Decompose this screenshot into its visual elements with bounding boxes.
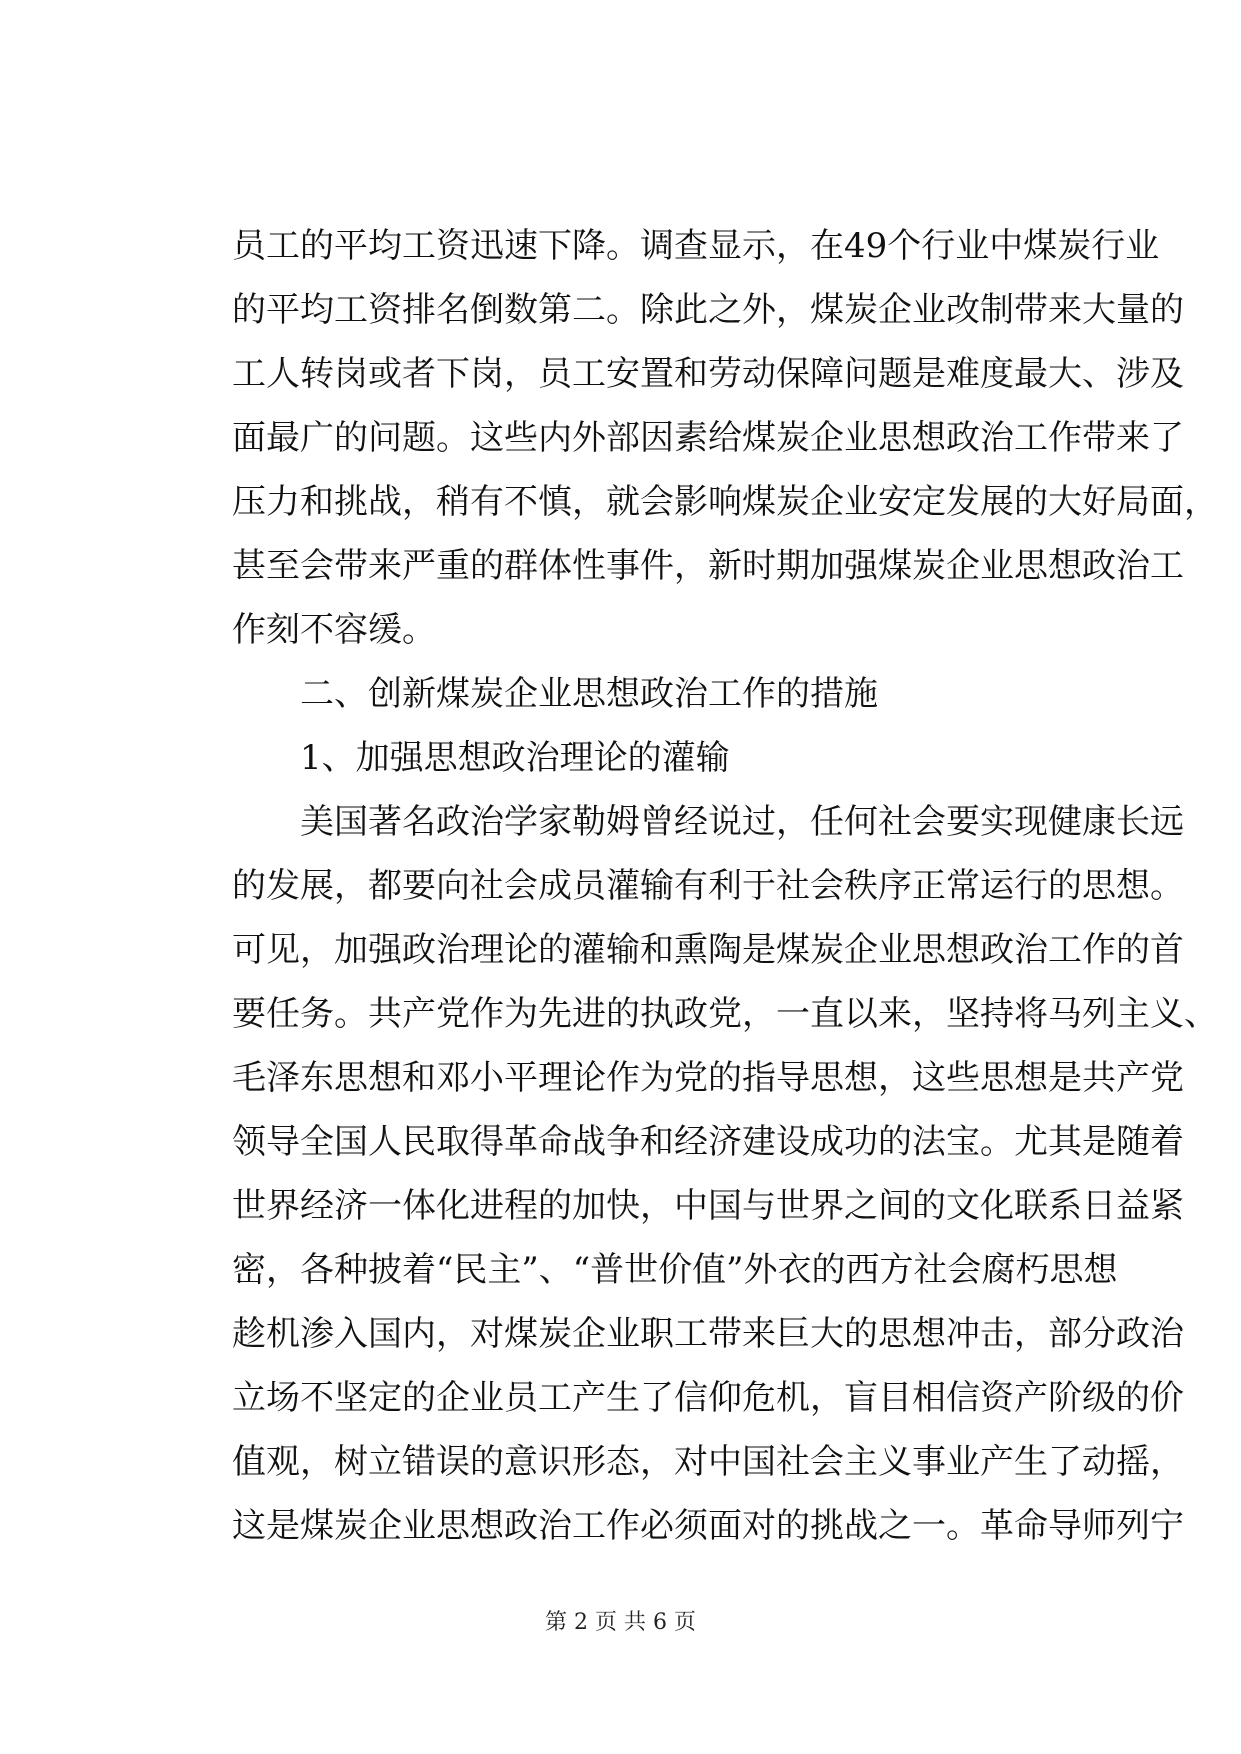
body-line: 工人转岗或者下岗，员工安置和劳动保障问题是难度最大、涉及 (232, 354, 1184, 394)
body-line: 美国著名政治学家勒姆曾经说过，任何社会要实现健康长远 (300, 802, 1184, 842)
body-line: 密，各种披着“民主”、“普世价值”外衣的西方社会腐朽思想 (232, 1250, 1118, 1290)
body-line: 趁机渗入国内，对煤炭企业职工带来巨大的思想冲击，部分政治 (232, 1314, 1184, 1354)
body-line: 的平均工资排名倒数第二。除此之外，煤炭企业改制带来大量的 (232, 290, 1184, 330)
body-line: 的发展，都要向社会成员灌输有利于社会秩序正常运行的思想。 (232, 866, 1184, 906)
body-line: 立场不坚定的企业员工产生了信仰危机，盲目相信资产阶级的价 (232, 1378, 1184, 1418)
body-line: 世界经济一体化进程的加快，中国与世界之间的文化联系日益紧 (232, 1186, 1184, 1226)
body-line: 领导全国人民取得革命战争和经济建设成功的法宝。尤其是随着 (232, 1122, 1184, 1162)
subsection-heading: 1、加强思想政治理论的灌输 (300, 738, 730, 778)
page-number-footer: 第 2 页 共 6 页 (545, 1610, 696, 1635)
body-line: 值观，树立错误的意识形态，对中国社会主义事业产生了动摇， (232, 1442, 1184, 1482)
body-line: 员工的平均工资迅速下降。调查显示，在49个行业中煤炭行业 (232, 226, 1160, 266)
body-line: 要任务。共产党作为先进的执政党，一直以来，坚持将马列主义、 (232, 994, 1218, 1034)
body-line: 压力和挑战，稍有不慎，就会影响煤炭企业安定发展的大好局面， (232, 482, 1218, 522)
body-line: 可见，加强政治理论的灌输和熏陶是煤炭企业思想政治工作的首 (232, 930, 1184, 970)
body-line: 毛泽东思想和邓小平理论作为党的指导思想，这些思想是共产党 (232, 1058, 1184, 1098)
body-line: 面最广的问题。这些内外部因素给煤炭企业思想政治工作带来了 (232, 418, 1184, 458)
body-line: 甚至会带来严重的群体性事件，新时期加强煤炭企业思想政治工 (232, 546, 1184, 586)
body-line: 这是煤炭企业思想政治工作必须面对的挑战之一。革命导师列宁 (232, 1506, 1184, 1546)
body-line: 作刻不容缓。 (232, 610, 436, 650)
section-heading: 二、创新煤炭企业思想政治工作的措施 (300, 674, 878, 714)
